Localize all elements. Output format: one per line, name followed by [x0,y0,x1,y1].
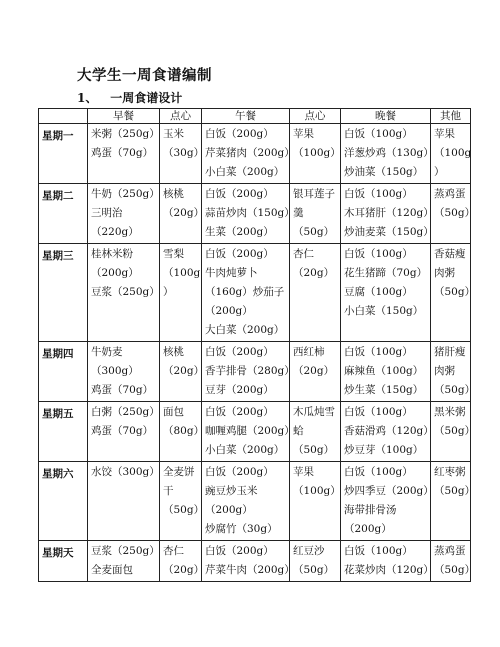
cell-line: 鸡蛋（70g） [91,147,154,159]
cell-line: 蛤 [293,425,304,437]
section-number: 1、 [77,91,98,105]
cell-line: 三明治 [91,207,123,219]
morning-snack-cell [160,184,205,244]
cell-line: 全麦面包 [91,564,133,576]
cell-line: 咖喱鸡腿（200g） [205,425,295,437]
cell-line: 木瓜炖雪 [293,406,335,418]
cell-line: 全麦饼 [163,466,195,478]
cell-line: 猪肝瘦 [434,346,466,358]
cell-line: （20g） [293,267,335,279]
cell-line: ） [434,166,445,178]
cell-line: （50g） [163,504,205,516]
cell-line: （50g） [434,286,476,298]
breakfast-cell [88,402,160,462]
cell-line: 白饭（200g） [205,346,274,358]
cell-line: （300g） [91,365,139,377]
header-cell-afternoon-snack: 点心 [290,109,341,124]
cell-line: （50g） [293,226,335,238]
cell-line: 玉米 [163,128,184,140]
cell-line: 香菇瘦 [434,248,466,260]
morning-snack-cell [160,402,205,462]
cell-line: 白饭（200g） [205,406,274,418]
cell-line: 白饭（200g） [205,128,274,140]
cell-line: （80g） [163,425,205,437]
header-row [39,109,471,124]
lunch-cell [202,541,295,582]
cell-line: 白饭（100g） [344,545,413,557]
cell-line: 炒豆芽（100g） [344,444,424,456]
afternoon-snack-cell [290,462,341,541]
other-cell [431,462,476,541]
cell-line: 花菜炒肉（120g） [344,564,434,576]
cell-line: 面包 [163,406,184,418]
cell-line: 西红柿 [293,346,325,358]
cell-line: 炒油麦菜（150g） [344,226,434,238]
cell-line: 肉粥 [434,267,455,279]
cell-line: 苹果 [434,128,455,140]
breakfast-cell [88,462,160,541]
cell-line: 白饭（200g） [205,545,274,557]
cell-line: 白饭（100g） [344,248,413,260]
afternoon-snack-cell [290,342,341,402]
day-cell: 星期五 [39,402,88,462]
section-label: 一周食谱设计 [110,91,183,105]
breakfast-cell [88,124,160,184]
header-cell-day [39,109,88,124]
cell-line: 炒腐竹（30g） [205,523,278,535]
dinner-cell [341,184,434,244]
cell-line: 蒸鸡蛋 [434,545,466,557]
cell-line: （100g [434,147,472,159]
cell-line: 小白菜（150g） [344,305,424,317]
cell-line: 白饭（100g） [344,466,413,478]
cell-line: 干 [163,485,174,497]
cell-line: 蒸鸡蛋 [434,188,466,200]
cell-line: 银耳莲子 [293,188,335,200]
afternoon-snack-cell [290,124,341,184]
cell-line: （220g） [91,226,139,238]
cell-line: （200g） [205,305,253,317]
other-cell [431,124,471,184]
cell-line: 炒生菜（150g） [344,384,424,396]
cell-line: 香芋排骨（280g） [205,365,295,377]
header-cell-dinner: 晚餐 [341,109,431,124]
breakfast-cell [88,184,160,244]
cell-line: （100g） [293,147,341,159]
day-cell: 星期四 [39,342,88,402]
other-cell [431,402,476,462]
cell-line: 肉粥 [434,365,455,377]
lunch-cell [202,462,290,541]
other-cell [431,541,476,582]
cell-line: 杏仁 [293,248,314,260]
dinner-cell [341,402,434,462]
cell-line: 香菇滑鸡（120g） [344,425,434,437]
cell-line: 白饭（200g） [205,188,274,200]
cell-line: 核桃 [163,346,184,358]
cell-line: 白饭（200g） [205,466,274,478]
cell-line: ） [163,286,174,298]
cell-line: 红豆沙 [293,545,325,557]
dinner-cell [341,462,434,541]
cell-line: （100g） [293,485,341,497]
cell-line: （50g） [434,425,476,437]
day-cell: 星期一 [39,124,88,184]
other-cell [431,184,476,244]
cell-line: （50g） [434,485,476,497]
day-cell: 星期二 [39,184,88,244]
cell-line: 鸡蛋（70g） [91,384,154,396]
cell-line: 芹菜猪肉（200g） [205,147,295,159]
cell-line: 木耳猪肝（120g） [344,207,434,219]
cell-line: 水饺（300g） [91,466,160,478]
afternoon-snack-cell [290,244,341,342]
cell-line: 芹菜牛肉（200g） [205,564,295,576]
other-cell [431,342,476,402]
cell-line: （100g [163,267,201,279]
menu-body [39,124,476,582]
header-cell-lunch: 午餐 [202,109,290,124]
morning-snack-cell [160,124,205,184]
breakfast-cell [88,342,160,402]
cell-line: 白饭（200g） [205,248,274,260]
cell-line: 麻辣鱼（100g） [344,365,424,377]
other-cell [431,244,476,342]
morning-snack-cell [160,244,202,342]
cell-line: 牛奶麦 [91,346,123,358]
table-row [39,541,471,582]
cell-line: 豆浆（250g） [91,286,160,298]
cell-line: （50g） [434,207,476,219]
cell-line: （200g） [91,267,139,279]
header-cell-breakfast: 早餐 [88,109,160,124]
cell-line: （50g） [434,564,476,576]
cell-line: 桂林米粉 [91,248,133,260]
cell-line: 海带排骨汤 [344,504,397,516]
lunch-cell [202,184,295,244]
lunch-cell [202,244,290,342]
cell-line: （50g） [293,564,335,576]
cell-line: 白粥（250g） [91,406,160,418]
cell-line: 鸡蛋（70g） [91,425,154,437]
breakfast-cell [88,541,160,582]
cell-line: 小白菜（200g） [205,444,285,456]
cell-line: 苹果 [293,128,314,140]
cell-line: 蒜苗炒肉（150g） [205,207,295,219]
cell-line: 白饭（100g） [344,128,413,140]
cell-line: （20g） [163,365,205,377]
cell-line: 核桃 [163,188,184,200]
cell-line: 豆浆（250g） [91,545,160,557]
table-row [39,244,471,342]
lunch-cell [202,402,295,462]
cell-line: 炒四季豆（200g） [344,485,434,497]
cell-line: 豆芽（200g） [205,384,274,396]
day-cell: 星期三 [39,244,88,342]
day-cell: 星期六 [39,462,88,541]
table-row [39,184,471,244]
morning-snack-cell [160,462,205,541]
cell-line: 小白菜（200g） [205,166,285,178]
cell-line: （50g） [434,384,476,396]
header-cell-other: 其他 [431,109,471,124]
lunch-cell [202,342,295,402]
cell-line: （50g） [293,444,335,456]
dinner-cell [341,244,431,342]
day-cell: 星期天 [39,541,88,582]
page-title: 大学生一周食谱编制 [77,67,212,84]
dinner-cell [341,124,434,184]
table-row [39,124,471,184]
cell-line: 豆腐（100g） [344,286,413,298]
cell-line: （20g） [163,564,205,576]
cell-line: 生菜（200g） [205,226,274,238]
cell-line: 白饭（100g） [344,406,413,418]
cell-line: 白饭（100g） [344,346,413,358]
cell-line: 白饭（100g） [344,188,413,200]
morning-snack-cell [160,541,205,582]
cell-line: 杏仁 [163,545,184,557]
cell-line: （20g） [293,365,335,377]
cell-line: （200g） [205,504,253,516]
cell-line: 大白菜（200g） [205,324,285,336]
cell-line: 羹 [293,207,304,219]
weekly-menu-table [38,108,476,582]
cell-line: 牛奶（250g） [91,188,160,200]
cell-line: 牛肉炖萝卜 [205,267,258,279]
header-cell-morning-snack: 点心 [160,109,202,124]
morning-snack-cell [160,342,205,402]
cell-line: 花生猪蹄（70g） [344,267,428,279]
cell-line: （20g） [163,207,205,219]
table-row [39,402,471,462]
cell-line: 雪梨 [163,248,184,260]
afternoon-snack-cell [290,402,341,462]
cell-line: 米粥（250g） [91,128,160,140]
cell-line: 豌豆炒玉米 [205,485,258,497]
table-row [39,462,471,541]
cell-line: 炒油菜（150g） [344,166,424,178]
cell-line: （200g） [344,523,392,535]
section-heading [77,89,182,106]
dinner-cell [341,342,431,402]
lunch-cell [202,124,295,184]
table-row [39,342,471,402]
cell-line: （160g）炒茄子 [205,286,285,298]
cell-line: 苹果 [293,466,314,478]
cell-line: 红枣粥 [434,466,466,478]
breakfast-cell [88,244,160,342]
cell-line: 黑米粥 [434,406,466,418]
afternoon-snack-cell [290,184,341,244]
cell-line: 洋葱炒鸡（130g） [344,147,434,159]
afternoon-snack-cell [290,541,341,582]
cell-line: （30g） [163,147,205,159]
dinner-cell [341,541,434,582]
